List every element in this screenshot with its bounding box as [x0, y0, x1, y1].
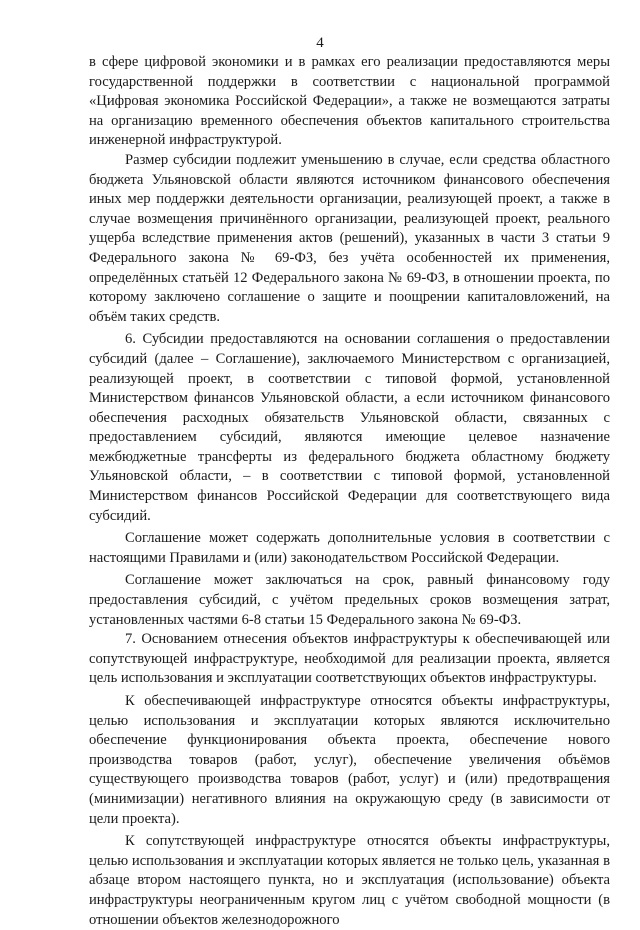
paragraph-accompanying-infrastructure: К сопутствующей инфраструктуре относятся объекты инфраструктуры, целью использования и эксплуатации которых является не только цель, указанная в абзаце втором настоящего пункта, но и эксплуатация (использование) объекта инфраструктуры неограниченным кругом лиц с учётом свободной мощности (в отношении объектов железнодорожного [89, 833, 610, 928]
page-number: 4 [316, 35, 324, 51]
paragraph-agreement-conditions: Соглашение может содержать дополнительные условия в соответствии с настоящими Правилами и (или) законодательством Российской Федерации. [89, 530, 610, 566]
paragraph-item-6-agreement: 6. Субсидии предоставляются на основании соглашения о предоставлении субсидий (далее – Соглашение), заключаемого Министерством с организацией, реализующей проект, в соответствии с типовой формой, установленной Министерством финансов Ульяновской области, а если источником финансового обеспечения расходных обязательств Ульяновской области, связанных с предоставлением субсидий, являются имеющие целевое назначение межбюджетные трансферты из федерального бюджета областному бюджету Ульяновской области, – в соответствии с типовой формой, установленной Министерством финансов Российской Федерации для соответствующего вида субсидий. [89, 331, 610, 524]
paragraph-agreement-term: Соглашение может заключаться на срок, равный финансовому году предоставления субсидий, с учётом предельных сроков возмещения затрат, установленных частями 6-8 статьи 15 Федерального закона № 69-ФЗ. [89, 572, 610, 628]
paragraph-subsidy-reduction: Размер субсидии подлежит уменьшению в случае, если средства областного бюджета Ульяновской области являются источником финансового обеспечения иных мер поддержки деятельности организации, реализующей проект, а также в случае возмещения причинённого организации, реализующей проект, реального ущерба вследствие применения актов (решений), указанных в части 3 статьи 9 Федерального закона № 69-ФЗ, без учёта особенностей их применения, определённых статьёй 12 Федерального закона № 69-ФЗ, в отношении проекта, по которому заключено соглашение о защите и поощрении капиталовложений, на объём таких средств. [89, 151, 610, 325]
paragraph-infrastructure-continuation: в сфере цифровой экономики и в рамках его реализации предоставляются меры государственной поддержки в соответствии с национальной программой «Цифровая экономика Российской Федерации», а также не возмещаются затраты на организацию временного обеспечения объектов капитального строительства инженерной инфраструктурой. [89, 54, 610, 149]
paragraph-supporting-infrastructure: К обеспечивающей инфраструктуре относятся объекты инфраструктуры, целью использования и эксплуатации которых являются исключительно обеспечение функционирования объекта проекта, обеспечение нового производства товаров (работ, услуг), обеспечение увеличения объёмов существующего производства товаров (работ, услуг) и (или) предотвращения (минимизации) негативного влияния на окружающую среду (в зависимости от цели проекта). [89, 693, 610, 827]
document-body [89, 53, 610, 930]
paragraph-item-7-infrastructure-basis: 7. Основанием отнесения объектов инфраструктуры к обеспечивающей или сопутствующей инфраструктуре, необходимой для реализации проекта, является цель использования и эксплуатации соответствующих объектов инфраструктуры. [89, 631, 610, 687]
